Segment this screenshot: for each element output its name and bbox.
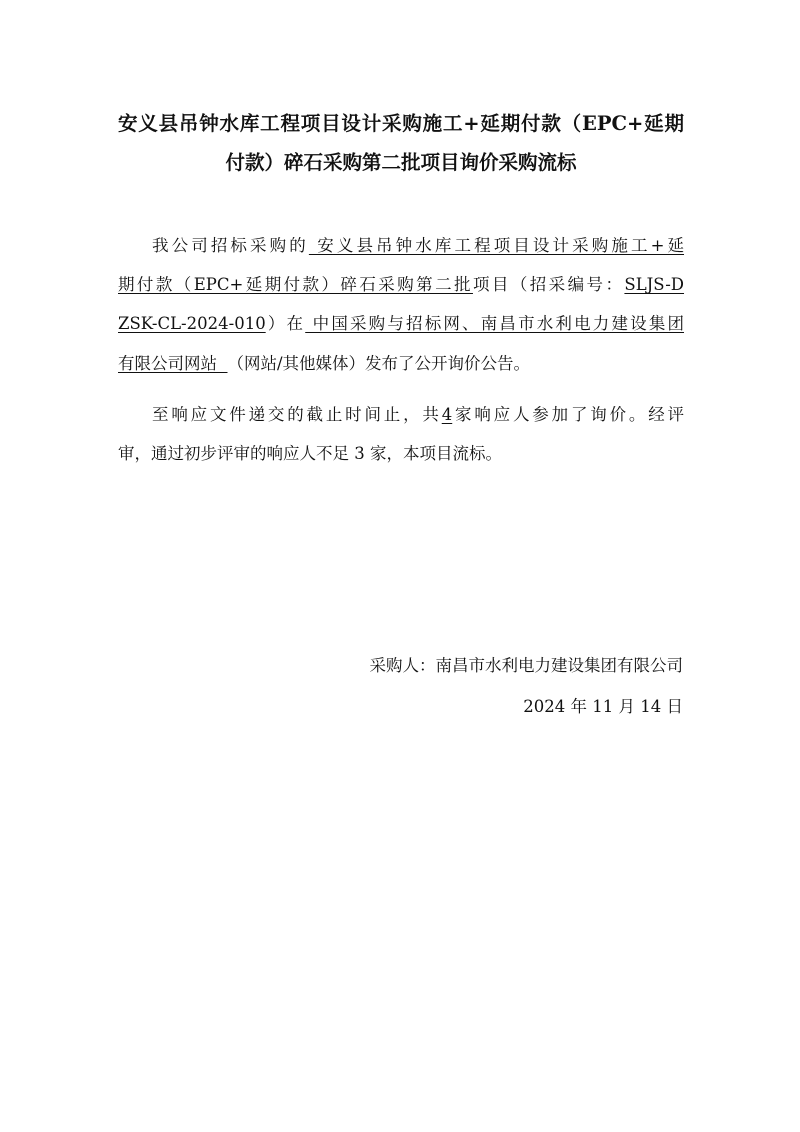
media-name: 有限公司网站: [118, 354, 228, 373]
paragraph-1-line-2: [118, 271, 684, 295]
paragraph-1-line-4: [118, 350, 684, 374]
paragraph-1-line-3: [118, 310, 684, 334]
project-name: 安义县吊钟水库工程项目设计采购施工+延: [308, 236, 685, 255]
text: 项目（招采编号：: [472, 275, 625, 294]
respondent-count: 4: [441, 405, 453, 424]
text: 至响应文件递交的截止时间止，共: [152, 405, 442, 424]
paragraph-2-line-2: 审，通过初步评审的响应人不足 3 家，本项目流标。: [118, 444, 502, 463]
title-line-2: 付款）碎石采购第二批项目询价采购流标: [225, 151, 577, 174]
paragraph-1-line-1: [118, 232, 684, 256]
text: ）在: [265, 314, 306, 333]
signature-date: 2024 年 11 月 14 日: [523, 697, 683, 716]
title-line-1: 安义县吊钟水库工程项目设计采购施工+延期付款（EPC+延期: [118, 112, 684, 135]
text: 家响应人参加了询价。经评: [452, 405, 685, 424]
paragraph-2-line-1: [118, 401, 684, 425]
text: （网站/其他媒体）发布了公开询价公告。: [227, 354, 531, 373]
project-code: SLJS-D: [624, 275, 685, 294]
project-code: ZSK-CL-2024-010: [118, 314, 266, 333]
project-name: 期付款（EPC+延期付款）碎石采购第二批: [118, 275, 473, 294]
media-name: 中国采购与招标网、南昌市水利电力建设集团: [305, 314, 684, 333]
text: 我公司招标采购的: [152, 236, 309, 255]
buyer-signature: 采购人：南昌市水利电力建设集团有限公司: [369, 656, 683, 675]
